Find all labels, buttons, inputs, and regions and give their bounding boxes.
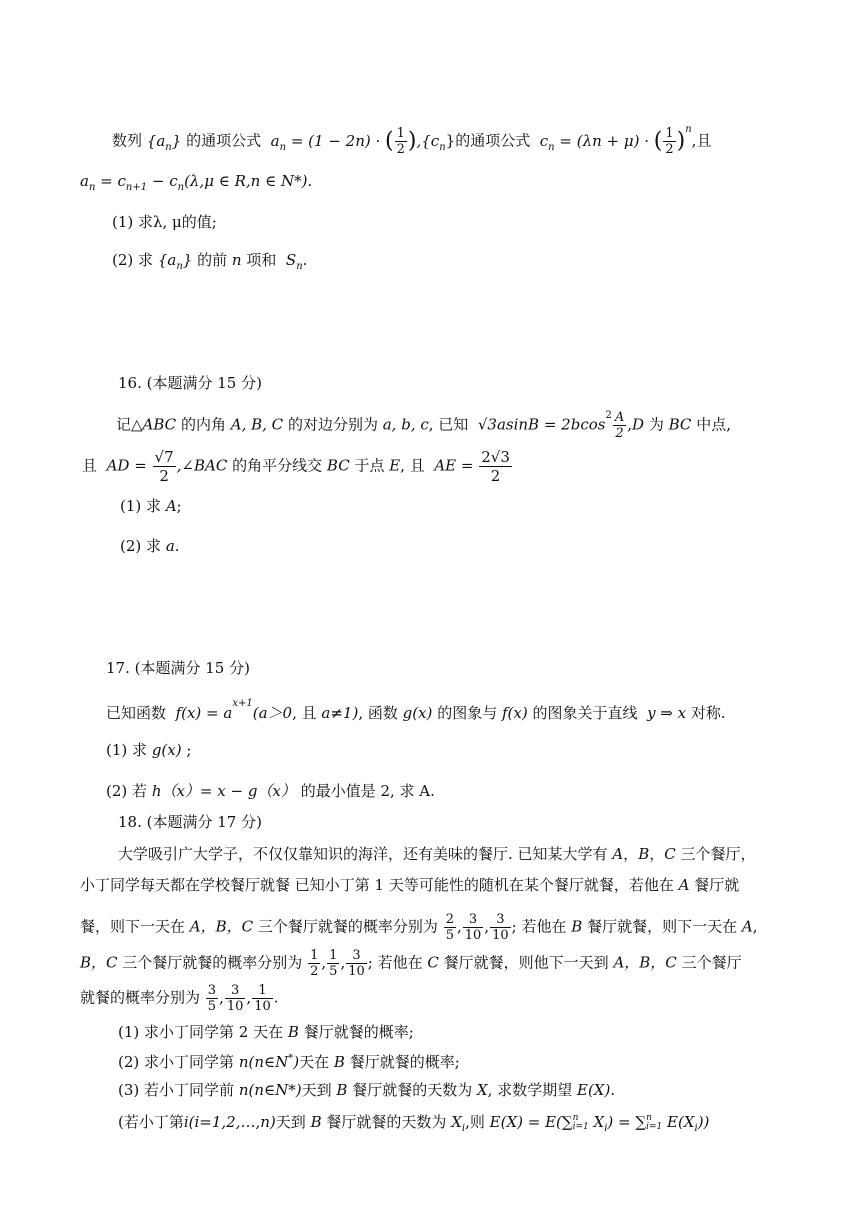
p15-line1: 数列 $\{a_n\}$ 的通项公式 $a_n = (1 - 2n)$ · ( $\frac{1}{2}$ )$,\{c_n\}$的通项公式 $c_n = (\lambda n + \mu)$ · ( $\frac{1}{2}$ )$^n$,且 bbox=[112, 123, 712, 157]
p16-question-1: (1) 求 A; bbox=[120, 497, 182, 515]
text: ,且 bbox=[691, 131, 712, 150]
p17-question-1: (1) 求 g(x) ; bbox=[106, 741, 192, 759]
p17-header: 17. (本题满分 15 分) bbox=[106, 659, 250, 677]
p16-question-2: (2) 求 a. bbox=[120, 537, 180, 555]
p16-header: 16. (本题满分 15 分) bbox=[118, 374, 262, 392]
p15-question-1: (1) 求λ, μ的值; bbox=[112, 213, 217, 231]
p17-line1: 已知函数 $f(x) = a^{x+1}(a>0$, 且 a≠1), 函数 g(x) 的图象与 f(x) 的图象关于直线 y ⇒ x 对称. bbox=[106, 698, 726, 722]
p16-line2: 且 AD = $\frac{√7}{2}$ ,∠BAC 的角平分线交 BC 于点 E, 且 AE = $\frac{2√3}{2}$ bbox=[82, 448, 510, 485]
2sqrt3-over-2: $\frac{2√3}{2}$ bbox=[481, 448, 510, 485]
p18-header: 18. (本题满分 17 分) bbox=[118, 813, 262, 831]
sqrt7-over-2: $\frac{√7}{2}$ bbox=[154, 448, 174, 485]
an-formula: $a_n = (1 - 2n)$ · bbox=[270, 131, 386, 153]
p18-line5: 就餐的概率分别为 $\frac{3}{5}$ , $\frac{3}{10}$ , $\frac{1}{10}$ . bbox=[80, 983, 279, 1014]
cn-formula: $c_n = (\lambda n + \mu)$ · bbox=[539, 131, 654, 153]
text: 数列 bbox=[112, 131, 143, 150]
p18-question-1: (1) 求小丁同学第 2 天在 B 餐厅就餐的概率; bbox=[118, 1023, 414, 1041]
p18-question-2: (2) 求小丁同学第 n(n∈N*)天在 B 餐厅就餐的概率; bbox=[118, 1053, 460, 1071]
p18-question-3: (3) 若小丁同学前 n(n∈N*)天到 B 餐厅就餐的天数为 X, 求数学期望 E(X). bbox=[118, 1081, 616, 1099]
p18-line1: 大学吸引广大学子，不仅仅靠知识的海洋，还有美味的餐厅. 已知某大学有 A，B，C 三个餐厅， bbox=[118, 845, 756, 863]
p18-line4: B，C 三个餐厅就餐的概率分别为 $\frac{1}{2}$ , $\frac{1}{5}$ , $\frac{3}{10}$ ; 若他在 C 餐厅就餐，则他下一天到 A，B，C 三个餐厅 bbox=[80, 948, 742, 979]
p18-line2: 小丁同学每天都在学校餐厅就餐 已知小丁第 1 天等可能性的随机在某个餐厅就餐，若他在 A 餐厅就 bbox=[80, 876, 740, 894]
p17-question-2: (2) 若 h（x）= x − g（x） 的最小值是 2, 求 A. bbox=[106, 782, 435, 800]
expectation-formula: E(X) = E(∑ n i=1 $X_i$) = ∑ n i=1 $E(X_i)$) bbox=[489, 1113, 710, 1134]
text: 的通项公式 bbox=[186, 131, 262, 150]
text: }的通项公式 bbox=[445, 131, 531, 150]
seq-a: $\{a_n\}$ bbox=[146, 131, 182, 153]
p15-question-2: (2) 求 $\{a_n\}$ 的前 n 项和 $S_n$. bbox=[112, 251, 308, 272]
p18-line3: 餐，则下一天在 A，B，C 三个餐厅就餐的概率分别为 $\frac{2}{5}$ , $\frac{3}{10}$ , $\frac{3}{10}$ ; 若他在 B 餐厅就餐，则下一天在 A, bbox=[80, 912, 758, 943]
seq-c: $,\{c_n$ bbox=[416, 131, 446, 153]
p16-line1: 记△ABC 的内角 A, B, C 的对边分别为 a, b, c, 已知 √3asinB = 2bcos$^2$ $\frac{A}{2}$ ,D 为 BC 中点, bbox=[116, 409, 731, 441]
half-fraction: $\frac{1}{2}$ bbox=[396, 126, 405, 157]
p18-note: (若小丁第i(i=1,2,…,n)天到 B 餐厅就餐的天数为 $X_i$,则 E(X) = E(∑ n i=1 $X_i$) = ∑ n i=1 $E(X_i)$) bbox=[118, 1113, 710, 1134]
p15-line2: $a_n = c_{n+1} - c_n(\lambda,\mu$ ∈ R,n ∈ N*). bbox=[80, 172, 313, 193]
half-fraction-2: $\frac{1}{2}$ bbox=[665, 126, 674, 157]
